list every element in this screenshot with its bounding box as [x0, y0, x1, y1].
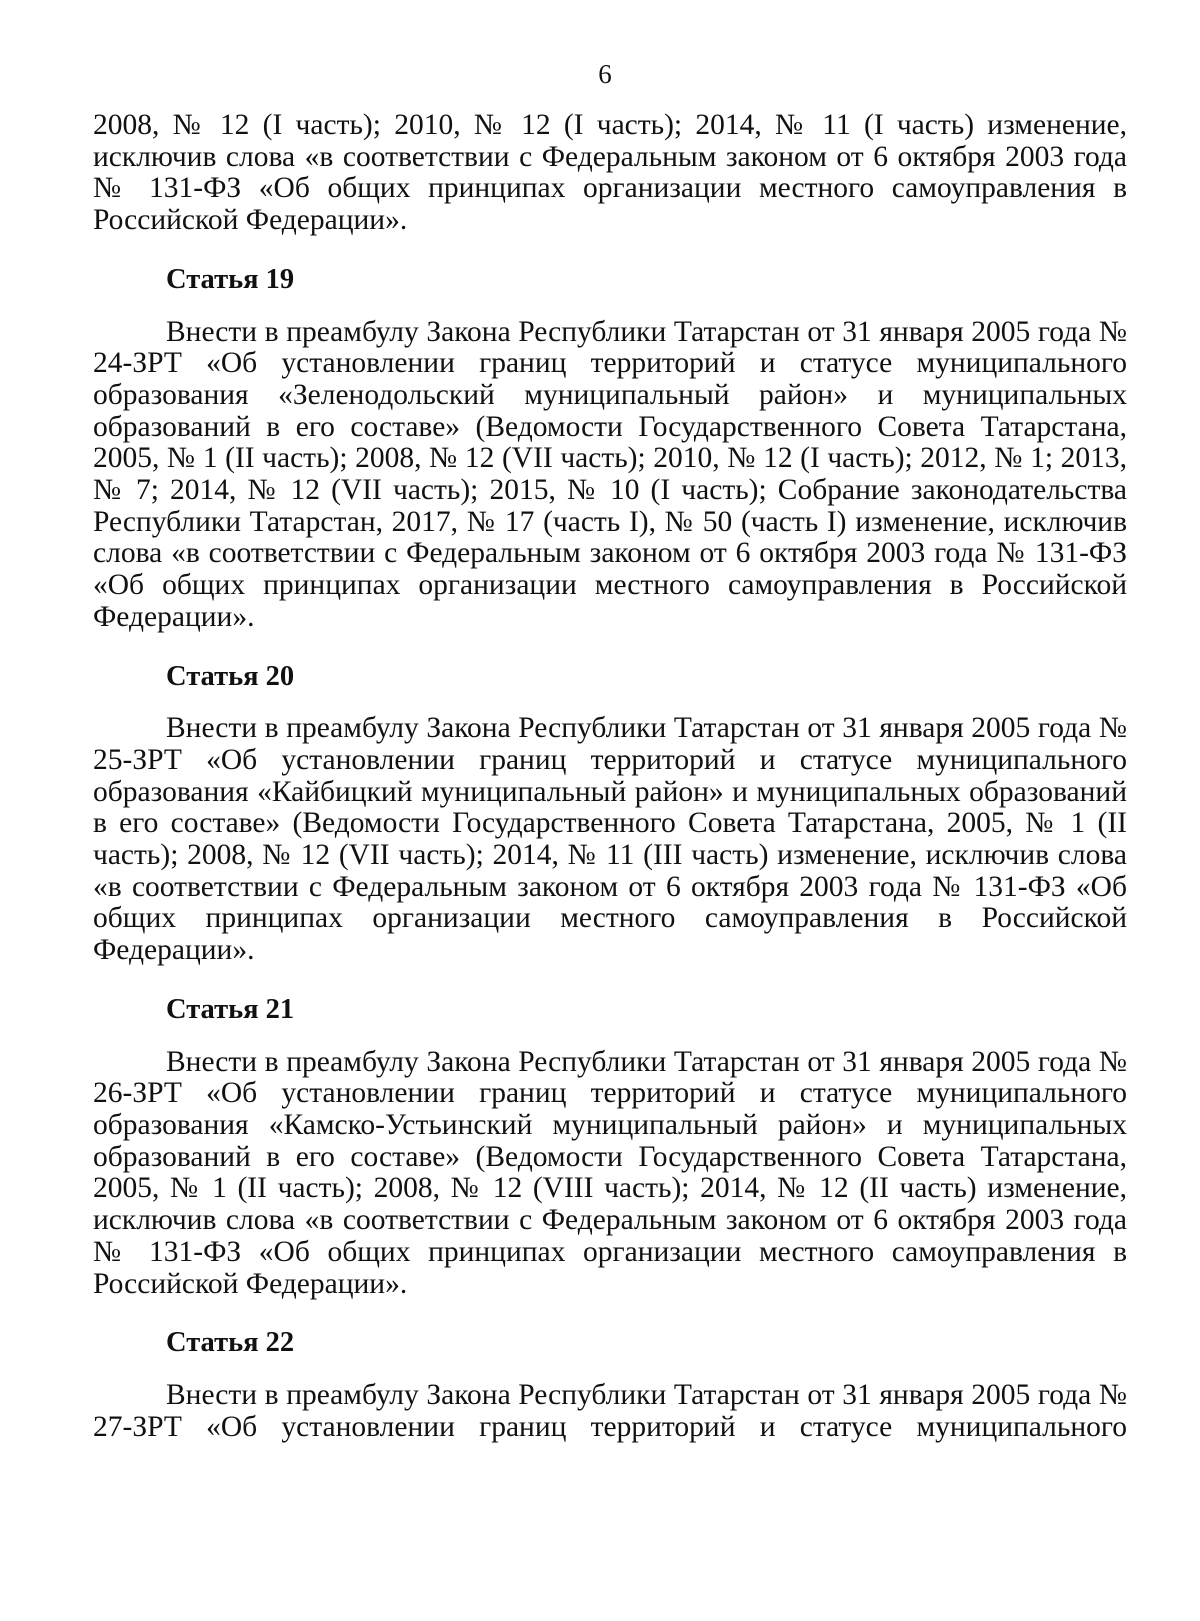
- page-number: 6: [598, 59, 612, 89]
- article-21-text: Внести в преамбулу Закона Республики Татарстан от 31 января 2005 года № 26-ЗРТ «Об установлении границ территорий и статусе муниципального образования «Камско-Устьинский муниципальный район» и муниципальных образований в его составе» (Ведомости Государственного Совета Татарстана, 2005, № 1 (II часть); 2008, № 12 (VIII часть); 2014, № 12 (II часть) изменение, исключив слова «в соответствии с Федеральным законом от 6 октября 2003 года № 131-ФЗ «Об общих принципах организации местного самоуправления в Российской Федерации».: [93, 1045, 1127, 1300]
- document-body: [93, 110, 1127, 1443]
- intro-paragraph: 2008, № 12 (I часть); 2010, № 12 (I часть); 2014, № 11 (I часть) изменение, исключив слова «в соответствии с Федеральным законом от 6 октября 2003 года № 131-ФЗ «Об общих принципах организации местного самоуправления в Российской Федерации».: [93, 109, 1127, 237]
- article-22-heading: Статья 22: [166, 1327, 295, 1359]
- article-19-heading: Статья 19: [166, 263, 295, 295]
- article-20-text: Внести в преамбулу Закона Республики Татарстан от 31 января 2005 года № 25-ЗРТ «Об установлении границ территорий и статусе муниципального образования «Кайбицкий муниципальный район» и муниципальных образований в его составе» (Ведомости Государственного Совета Татарстана, 2005, № 1 (II часть); 2008, № 12 (VII часть); 2014, № 11 (III часть) изменение, исключив слова «в соответствии с Федеральным законом от 6 октября 2003 года № 131-ФЗ «Об общих принципах организации местного самоуправления в Российской Федерации».: [93, 712, 1127, 967]
- article-22-text: Внести в преамбулу Закона Республики Татарстан от 31 января 2005 года № 27-ЗРТ «Об установлении границ территорий и статусе муниципального: [93, 1378, 1127, 1443]
- article-20-heading: Статья 20: [166, 660, 295, 692]
- article-21-heading: Статья 21: [166, 993, 295, 1025]
- article-19-text: Внести в преамбулу Закона Республики Татарстан от 31 января 2005 года № 24-ЗРТ «Об установлении границ территорий и статусе муниципального образования «Зеленодольский муниципальный район» и муниципальных образований в его составе» (Ведомости Государственного Совета Татарстана, 2005, № 1 (II часть); 2008, № 12 (VII часть); 2010, № 12 (I часть); 2012, № 1; 2013, № 7; 2014, № 12 (VII часть); 2015, № 10 (I часть); Собрание законодательства Республики Татарстан, 2017, № 17 (часть I), № 50 (часть I) изменение, исключив слова «в соответствии с Федеральным законом от 6 октября 2003 года № 131-ФЗ «Об общих принципах организации местного самоуправления в Российской Федерации».: [93, 315, 1127, 633]
